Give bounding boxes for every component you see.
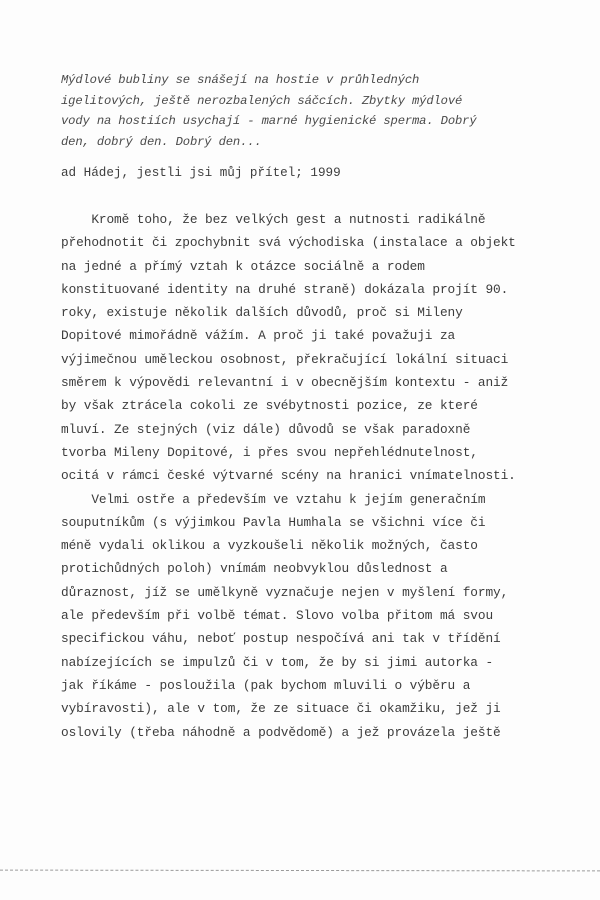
text-line: Velmi ostře a především ve vztahu k jejím generačním	[61, 491, 486, 507]
text-line: výjimečnou uměleckou osobnost, překračující lokální situaci	[61, 351, 509, 367]
text-line: tvorba Mileny Dopitové, i přes svou nepřehlédnutelnost,	[61, 444, 478, 460]
text-line: protichůdných poloh) vnímám neobvyklou důslednost a	[61, 561, 448, 577]
body-paragraphs	[61, 208, 591, 744]
text-line: nabízejících se impulzů či v tom, že by si jimi autorka -	[61, 654, 494, 670]
text-line: důraznost, jíž se umělkyně vyznačuje nejen v myšlení formy,	[61, 584, 509, 600]
epigraph-quote	[61, 70, 581, 152]
text-line: mluví. Ze stejných (viz dále) důvodů se však paradoxně	[61, 421, 471, 437]
text-line: oslovily (třeba náhodně a podvědomě) a jež provázela ještě	[61, 724, 501, 740]
text-line: specifickou váhu, neboť postup nespočívá ani tak v třídění	[61, 631, 501, 647]
text-line: ale především při volbě témat. Slovo volba přitom má svou	[61, 608, 494, 624]
text-line: ocitá v rámci české výtvarné scény na hranici vnímatelnosti.	[61, 468, 516, 484]
text-line: konstituované identity na druhé straně) dokázala projít 90.	[61, 281, 509, 297]
text-line: méně vydali oklikou a vyzkoušeli několik možných, často	[61, 538, 478, 554]
epigraph-line: Mýdlové bubliny se snášejí na hostie v průhledných	[61, 73, 420, 87]
text-line: jak říkáme - posloužila (pak bychom mluvili o výběru a	[61, 677, 471, 693]
text-line: směrem k výpovědi relevantní i v obecnějším kontextu - aniž	[61, 375, 509, 391]
epigraph-line: den, dobrý den. Dobrý den...	[61, 134, 262, 149]
epigraph-line: vody na hostiích usychají - marné hygienické sperma. Dobrý	[61, 114, 477, 128]
epigraph-source: ad Hádej, jestli jsi můj přítel; 1999	[61, 166, 341, 180]
text-line: by však ztrácela cokoli ze svébytnosti pozice, ze které	[61, 398, 478, 414]
text-line: Dopitové mimořádně vážím. A proč ji také považuji za	[61, 328, 456, 344]
text-line: přehodnotit či zpochybnit svá východiska (instalace a objekt	[61, 235, 516, 251]
perforation-line	[0, 870, 600, 872]
text-line: roky, existuje několik dalších důvodů, proč si Mileny	[61, 305, 463, 321]
text-line: souputníkům (s výjimkou Pavla Humhala se všichni více či	[61, 514, 486, 530]
text-line: na jedné a přímý vztah k otázce sociálně a rodem	[61, 258, 425, 274]
epigraph-line: igelitových, ještě nerozbalených sáčcích. Zbytky mýdlové	[61, 93, 463, 108]
text-line: vybíravosti), ale v tom, že ze situace či okamžiku, jež ji	[61, 701, 501, 717]
text-line: Kromě toho, že bez velkých gest a nutnosti radikálně	[61, 212, 486, 227]
